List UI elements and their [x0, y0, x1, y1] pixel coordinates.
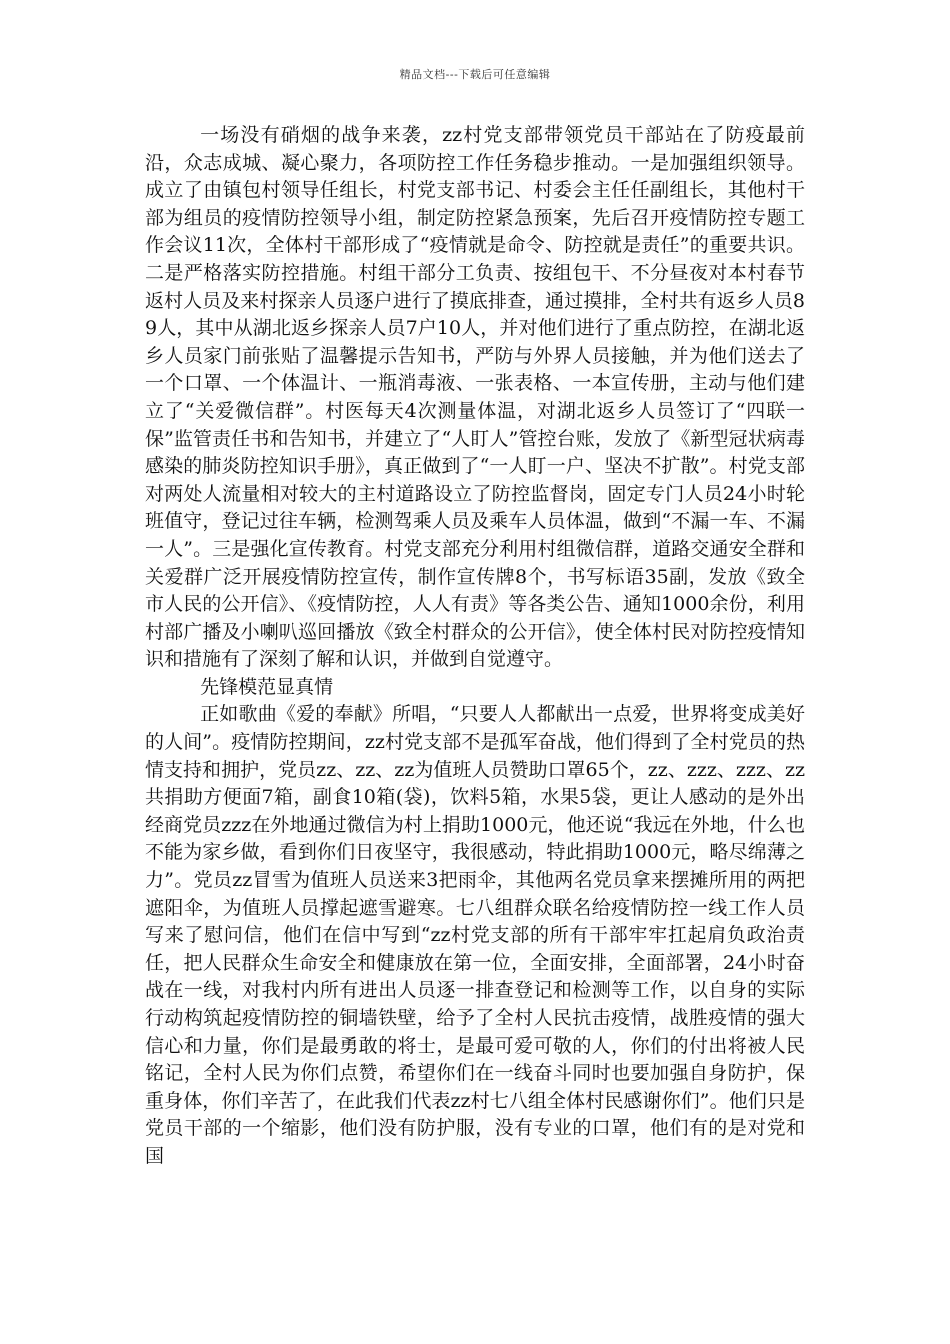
section-heading: 先锋模范显真情 — [200, 675, 334, 698]
document-body — [145, 122, 805, 1171]
page-header: 精品文档---下载后可任意编辑 — [399, 68, 551, 81]
paragraph-2: 正如歌曲《爱的奉献》所唱，“只要人人都献出一点爱，世界将变成美好的人间”。疫情防控期间，zz村党支部不是孤军奋战，他们得到了全村党员的热情支持和拥护，党员zz、zz、zz为值班人员赞助口罩65个，zz、zzz、zzz、zz共捐助方便面7箱，副食10箱(袋)，饮料5箱，水果5袋，更让人感动的是外出经商党员zzz在外地通过微信为村上捐助1000元，他还说“我远在外地，什么也不能为家乡做，看到你们日夜坚守，我很感动，特此捐助1000元，略尽绵薄之力”。党员zz冒雪为值班人员送来3把雨伞，其他两名党员拿来摆摊所用的两把遮阳伞，为值班人员撑起遮雪避寒。七八组群众联名给疫情防控一线工作人员写来了慰问信，他们在信中写到“zz村党支部的所有干部牢牢扛起肩负政治责任，把人民群众生命安全和健康放在第一位，全面安排，全面部署，24小时奋战在一线，对我村内所有进出人员逐一排查登记和检测等工作，以自身的实际行动构筑起疫情防控的铜墙铁壁，给予了全村人民抗击疫情，战胜疫情的强大信心和力量，你们是最勇敢的将士，是最可爱可敬的人，你们的付出将被人民铭记，全村人民为你们点赞，希望你们在一线奋斗同时也要加强自身防护，保重身体，你们辛苦了，在此我们代表zz村七八组全体村民感谢你们”。他们只是党员干部的一个缩影，他们没有防护服，没有专业的口罩，他们有的是对党和国 — [145, 703, 805, 1167]
paragraph-1: 一场没有硝烟的战争来袭，zz村党支部带领党员干部站在了防疫最前沿，众志成城、凝心聚力，各项防控工作任务稳步推动。一是加强组织领导。成立了由镇包村领导任组长，村党支部书记、村委会主任任副组长，其他村干部为组员的疫情防控领导小组，制定防控紧急预案，先后召开疫情防控专题工作会议11次，全体村干部形成了“疫情就是命令、防控就是责任”的重要共识。二是严格落实防控措施。村组干部分工负责、按组包干、不分昼夜对本村春节返村人员及来村探亲人员逐户进行了摸底排查，通过摸排，全村共有返乡人员89人，其中从湖北返乡探亲人员7户10人，并对他们进行了重点防控，在湖北返乡人员家门前张贴了温馨提示告知书，严防与外界人员接触，并为他们送去了一个口罩、一个体温计、一瓶消毒液、一张表格、一本宣传册，主动与他们建立了“关爱微信群”。村医每天4次测量体温，对湖北返乡人员签订了“四联一保”监管责任书和告知书，并建立了“人盯人”管控台账，发放了《新型冠状病毒感染的肺炎防控知识手册》，真正做到了“一人盯一户、坚决不扩散”。村党支部对两处人流量相对较大的主村道路设立了防控监督岗，固定专门人员24小时轮班值守，登记过往车辆，检测驾乘人员及乘车人员体温，做到“不漏一车、不漏一人”。三是强化宣传教育。村党支部充分利用村组微信群，道路交通安全群和关爱群广泛开展疫情防控宣传，制作宣传牌8个，书写标语35副，发放《致全市人民的公开信》、《疫情防控，人人有责》等各类公告、通知1000余份，利用村部广播及小喇叭巡回播放《致全村群众的公开信》，使全体村民对防控疫情知识和措施有了深刻了解和认识，并做到自觉遵守。 — [145, 124, 805, 671]
